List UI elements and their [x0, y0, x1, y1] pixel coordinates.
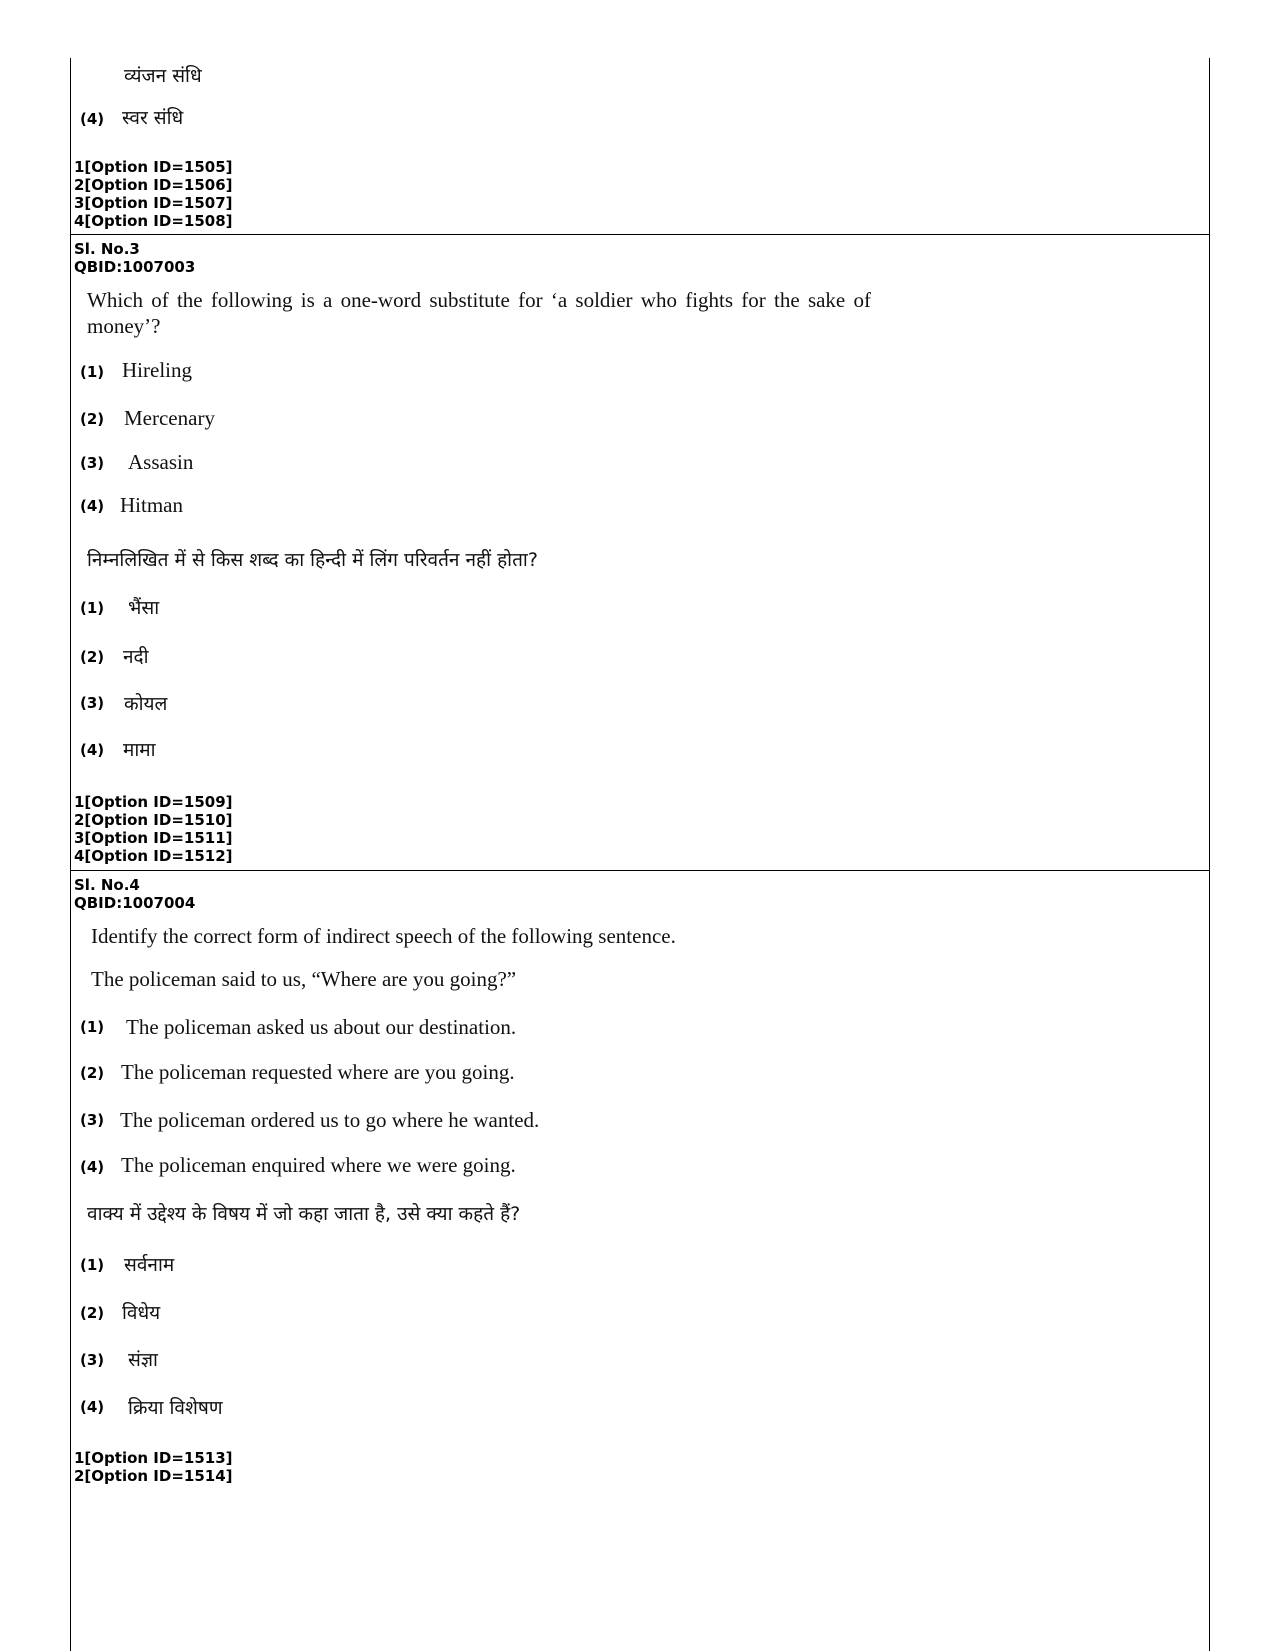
option-number: (4)	[80, 1398, 105, 1416]
option-number: (1)	[80, 363, 105, 381]
option-id-list	[74, 1449, 233, 1485]
question-text-hi: वाक्य में उद्देश्य के विषय में जो कहा जाता है, उसे क्या कहते हैं?	[87, 1203, 521, 1225]
option-id: 1[Option ID=1509]	[74, 793, 233, 811]
option-number: (2)	[80, 1064, 105, 1082]
option-number: (1)	[80, 599, 105, 617]
option-id: 4[Option ID=1508]	[74, 212, 233, 230]
option-number: (3)	[80, 454, 105, 472]
question-line: Which of the following is a one-word substitute for ‘a soldier who fights for the sake of	[87, 288, 871, 312]
option-id: 4[Option ID=1512]	[74, 847, 233, 865]
option-text: भैंसा	[128, 597, 160, 619]
option-number: (3)	[80, 1351, 105, 1369]
option-id: 2[Option ID=1514]	[74, 1467, 233, 1485]
section-divider	[70, 234, 1210, 235]
qbid: QBID:1007004	[74, 894, 196, 912]
option-text: सर्वनाम	[124, 1254, 175, 1276]
option-number: (1)	[80, 1256, 105, 1274]
option-number: (4)	[80, 497, 105, 515]
option-text: विधेय	[122, 1302, 161, 1324]
option-number: (4)	[80, 110, 105, 128]
option-text: Assasin	[128, 450, 194, 474]
question-text-en	[87, 287, 987, 339]
option-text: कोयल	[124, 693, 168, 715]
option-id: 1[Option ID=1513]	[74, 1449, 233, 1467]
option-id: 3[Option ID=1507]	[74, 194, 233, 212]
question-line: money’?	[87, 314, 161, 338]
option-text: Hireling	[122, 358, 192, 382]
question-text-en: Identify the correct form of indirect speech of the following sentence.	[91, 924, 676, 948]
option-id: 3[Option ID=1511]	[74, 829, 233, 847]
option-id-list	[74, 793, 233, 865]
option-number: (1)	[80, 1018, 105, 1036]
option-number: (4)	[80, 1158, 105, 1176]
option-text: क्रिया विशेषण	[128, 1397, 223, 1419]
serial-number: Sl. No.3	[74, 240, 140, 258]
option-text: The policeman ordered us to go where he wanted.	[120, 1108, 540, 1132]
section-divider	[70, 870, 1210, 871]
continued-option-text: व्यंजन संधि	[124, 65, 202, 87]
option-number: (2)	[80, 410, 105, 428]
option-id: 2[Option ID=1510]	[74, 811, 233, 829]
option-text: Mercenary	[124, 406, 215, 430]
serial-number: Sl. No.4	[74, 876, 140, 894]
option-text: The policeman requested where are you going.	[121, 1060, 515, 1084]
option-number: (4)	[80, 741, 105, 759]
question-text-hi: निम्नलिखित में से किस शब्द का हिन्दी में लिंग परिवर्तन नहीं होता?	[87, 549, 538, 571]
option-text: The policeman enquired where we were going.	[121, 1153, 516, 1177]
option-text: मामा	[123, 739, 156, 761]
option-text: The policeman asked us about our destination.	[126, 1015, 517, 1039]
option-text: Hitman	[120, 493, 183, 517]
option-text: नदी	[123, 646, 149, 668]
option-id-list	[74, 158, 233, 230]
option-id: 1[Option ID=1505]	[74, 158, 233, 176]
option-text: संज्ञा	[128, 1349, 158, 1371]
option-text: स्वर संधि	[122, 107, 184, 129]
qbid: QBID:1007003	[74, 258, 196, 276]
question-header	[74, 240, 195, 276]
option-number: (3)	[80, 1111, 105, 1129]
question-sentence: The policeman said to us, “Where are you going?”	[91, 967, 517, 991]
option-number: (2)	[80, 648, 105, 666]
option-number: (3)	[80, 694, 105, 712]
question-header	[74, 876, 195, 912]
option-id: 2[Option ID=1506]	[74, 176, 233, 194]
option-number: (2)	[80, 1304, 105, 1322]
